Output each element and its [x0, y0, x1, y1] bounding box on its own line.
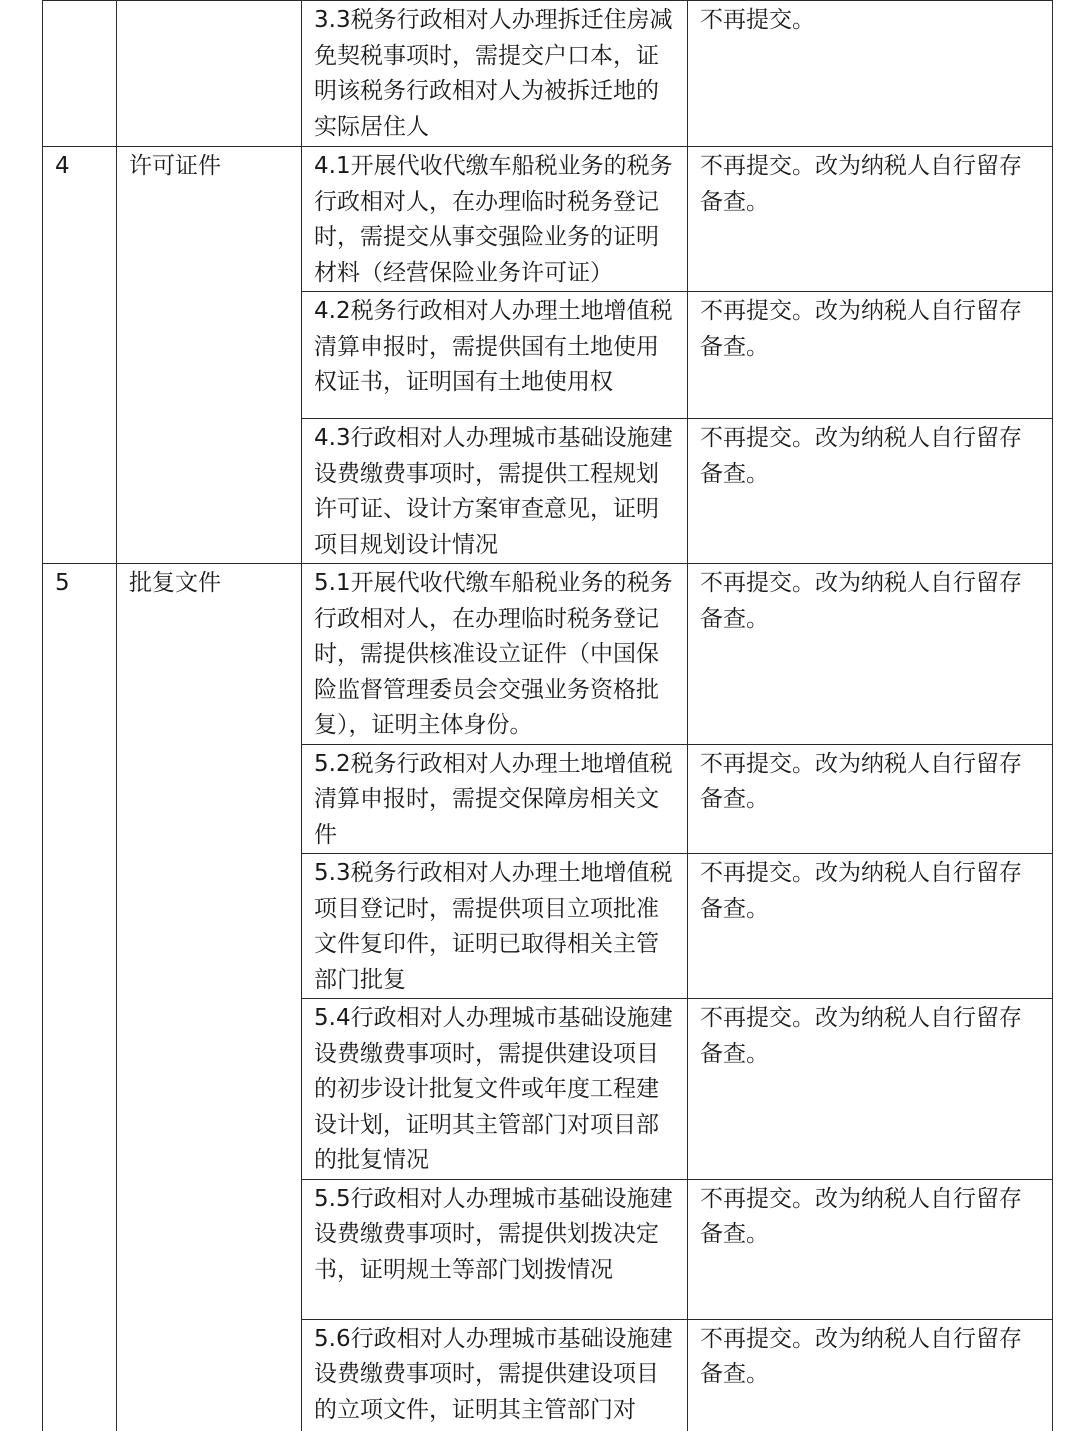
table-row [43, 147, 1053, 292]
materials-table [42, 0, 1053, 1431]
item-cell: 4.2税务行政相对人办理土地增值税清算申报时，需提供国有土地使用权证书，证明国有土地使用权 [302, 292, 688, 419]
item-cell: 5.5行政相对人办理城市基础设施建设费缴费事项时，需提供划拨决定书，证明规土等部门划拨情况 [302, 1179, 688, 1319]
item-cell: 5.6行政相对人办理城市基础设施建设费缴费事项时，需提供建设项目的立项文件，证明其主管部门对 [302, 1319, 688, 1431]
result-cell: 不再提交。改为纳税人自行留存备查。 [688, 564, 1053, 745]
type-cell: 批复文件 [117, 564, 302, 1431]
result-cell: 不再提交。改为纳税人自行留存备查。 [688, 744, 1053, 854]
item-cell: 5.3税务行政相对人办理土地增值税项目登记时，需提供项目立项批准文件复印件，证明已取得相关主管部门批复 [302, 854, 688, 999]
result-cell: 不再提交。 [688, 1, 1053, 147]
item-cell: 5.2税务行政相对人办理土地增值税清算申报时，需提交保障房相关文件 [302, 744, 688, 854]
item-cell: 4.1开展代收代缴车船税业务的税务行政相对人，在办理临时税务登记时，需提交从事交强险业务的证明材料（经营保险业务许可证） [302, 147, 688, 292]
number-cell: 4 [43, 147, 117, 564]
item-cell: 4.3行政相对人办理城市基础设施建设费缴费事项时，需提供工程规划许可证、设计方案审查意见，证明项目规划设计情况 [302, 419, 688, 564]
result-cell: 不再提交。改为纳税人自行留存备查。 [688, 854, 1053, 999]
result-cell: 不再提交。改为纳税人自行留存备查。 [688, 1179, 1053, 1319]
item-cell: 5.1开展代收代缴车船税业务的税务行政相对人，在办理临时税务登记时，需提供核准设立证件（中国保险监督管理委员会交强业务资格批复），证明主体身份。 [302, 564, 688, 745]
result-cell: 不再提交。改为纳税人自行留存备查。 [688, 419, 1053, 564]
result-cell: 不再提交。改为纳税人自行留存备查。 [688, 292, 1053, 419]
result-cell: 不再提交。改为纳税人自行留存备查。 [688, 147, 1053, 292]
number-cell [43, 1, 117, 147]
type-cell: 许可证件 [117, 147, 302, 564]
table-row [43, 1, 1053, 147]
type-cell [117, 1, 302, 147]
result-cell: 不再提交。改为纳税人自行留存备查。 [688, 1319, 1053, 1431]
number-cell: 5 [43, 564, 117, 1431]
item-cell: 3.3税务行政相对人办理拆迁住房减免契税事项时，需提交户口本，证明该税务行政相对人为被拆迁地的实际居住人 [302, 1, 688, 147]
table-row [43, 564, 1053, 745]
item-cell: 5.4行政相对人办理城市基础设施建设费缴费事项时，需提供建设项目的初步设计批复文件或年度工程建设计划，证明其主管部门对项目部的批复情况 [302, 999, 688, 1180]
result-cell: 不再提交。改为纳税人自行留存备查。 [688, 999, 1053, 1180]
